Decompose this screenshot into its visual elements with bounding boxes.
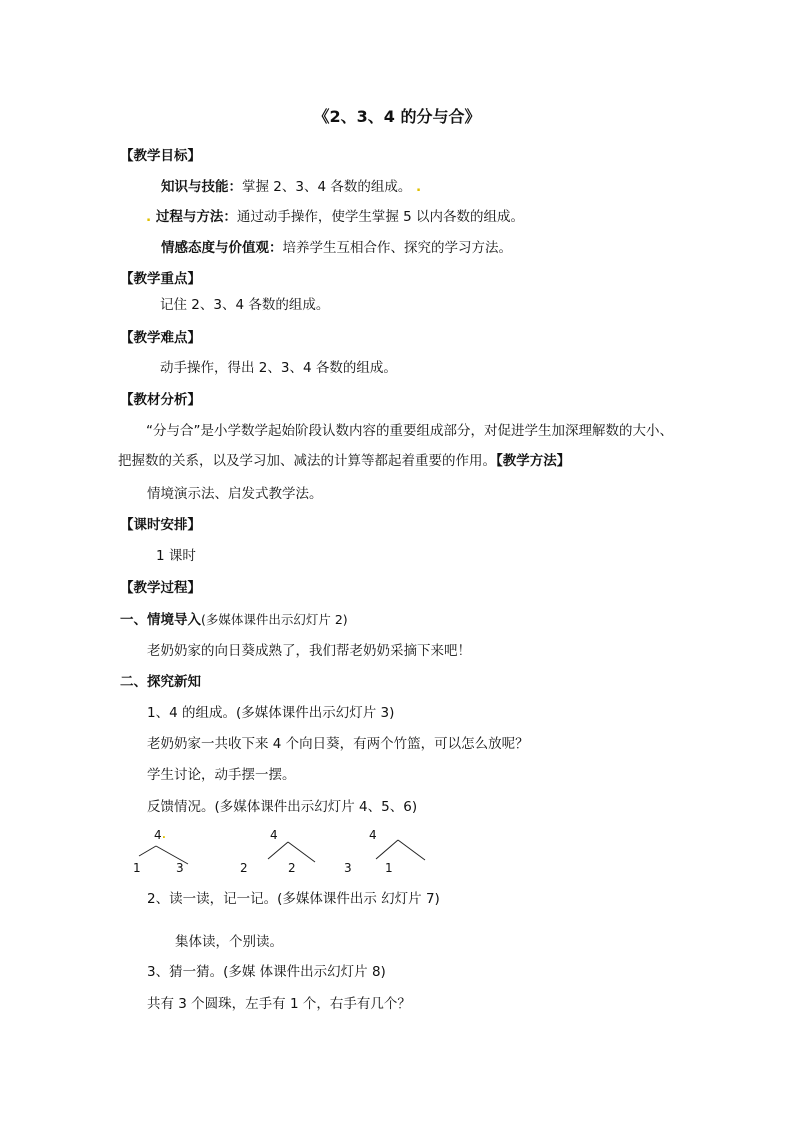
explore-feedback: 反馈情况。(多媒体课件出示幻灯片 4、5、6) <box>147 799 418 815</box>
explore-read: 集体读，个别读。 <box>175 934 283 950</box>
method-heading: 【教学方法】 <box>496 453 571 469</box>
goal-process <box>146 207 524 227</box>
explore-item-3: 3、猜一猜。(多媒 体课件出示幻灯片 8) <box>147 964 386 980</box>
difficulty-heading: 【教学难点】 <box>120 330 201 346</box>
section-intro-text: 老奶奶家的向日葵成熟了，我们帮老奶奶采摘下来吧！ <box>147 643 471 659</box>
bond-3-total: 4 <box>369 828 377 842</box>
goal-process-text: 通过动手操作，使学生掌握 5 以内各数的组成。 <box>236 209 525 225</box>
explore-discuss: 学生讨论，动手摆一摆。 <box>147 767 296 783</box>
analysis-text: “分与合”是小学数学起始阶段认数内容的重要组成部分，对促进学生加深理解数的大小、把握数的关系，以及学习加、减法的计算等都起着重要的作用。 <box>118 423 673 469</box>
goal-knowledge-label: 知识与技能： <box>161 179 242 195</box>
goal-knowledge <box>161 177 421 197</box>
bond-line-left <box>376 840 398 859</box>
bond-1-left: 1 <box>133 861 141 875</box>
goal-process-label: 过程与方法： <box>155 209 237 225</box>
goals-heading: 【教学目标】 <box>120 148 201 164</box>
schedule-heading: 【课时安排】 <box>120 517 201 533</box>
bond-line-right <box>398 840 425 860</box>
section-intro <box>120 610 348 630</box>
bond-line-right <box>288 842 315 862</box>
explore-item-1: 1、4 的组成。(多媒体课件出示幻灯片 3) <box>147 705 395 721</box>
bond-3-left: 3 <box>344 861 352 875</box>
bond-2-total: 4 <box>270 828 278 842</box>
number-bond-2 <box>268 842 315 862</box>
number-bond-3 <box>376 840 425 860</box>
difficulty-text: 动手操作，得出 2、3、4 各数的组成。 <box>160 360 397 376</box>
bond-line-left <box>139 846 156 856</box>
goal-attitude <box>161 238 512 258</box>
schedule-text: 1 课时 <box>156 548 196 564</box>
explore-question-3: 共有 3 个圆珠，左手有 1 个，右手有几个？ <box>147 996 411 1012</box>
bond-2-left: 2 <box>240 861 248 875</box>
bond-1-total: 4 <box>154 828 162 842</box>
bond-3-right: 1 <box>385 861 393 875</box>
goal-attitude-label: 情感态度与价值观： <box>161 240 283 256</box>
section-intro-note: (多媒体课件出示幻灯片 2) <box>201 612 348 627</box>
section-explore-heading: 二、探究新知 <box>120 674 201 690</box>
document-title: 《2、3、4 的分与合》 <box>313 107 481 126</box>
explore-question-1: 老奶奶家一共收下来 4 个向日葵，有两个竹篮，可以怎么放呢？ <box>147 736 529 752</box>
analysis-paragraph <box>118 416 678 476</box>
goal-attitude-text: 培养学生互相合作、探究的学习方法。 <box>282 240 512 256</box>
analysis-heading: 【教材分析】 <box>120 392 201 408</box>
bond-2-right: 2 <box>288 861 296 875</box>
bullet-mark-icon: . <box>411 179 422 195</box>
method-text: 情境演示法、启发式教学法。 <box>147 486 323 502</box>
explore-item-2: 2、读一读，记一记。(多媒体课件出示 幻灯片 7) <box>147 891 440 907</box>
bullet-mark-icon: . <box>162 830 166 841</box>
section-intro-heading: 一、情境导入 <box>120 612 201 628</box>
bond-line-left <box>268 842 288 859</box>
bullet-mark-icon: . <box>146 209 156 225</box>
key-text: 记住 2、3、4 各数的组成。 <box>160 297 330 313</box>
key-heading: 【教学重点】 <box>120 271 201 287</box>
process-heading: 【教学过程】 <box>120 580 201 596</box>
goal-knowledge-text: 掌握 2、3、4 各数的组成。 <box>242 179 412 195</box>
bond-1-right: 3 <box>176 861 184 875</box>
